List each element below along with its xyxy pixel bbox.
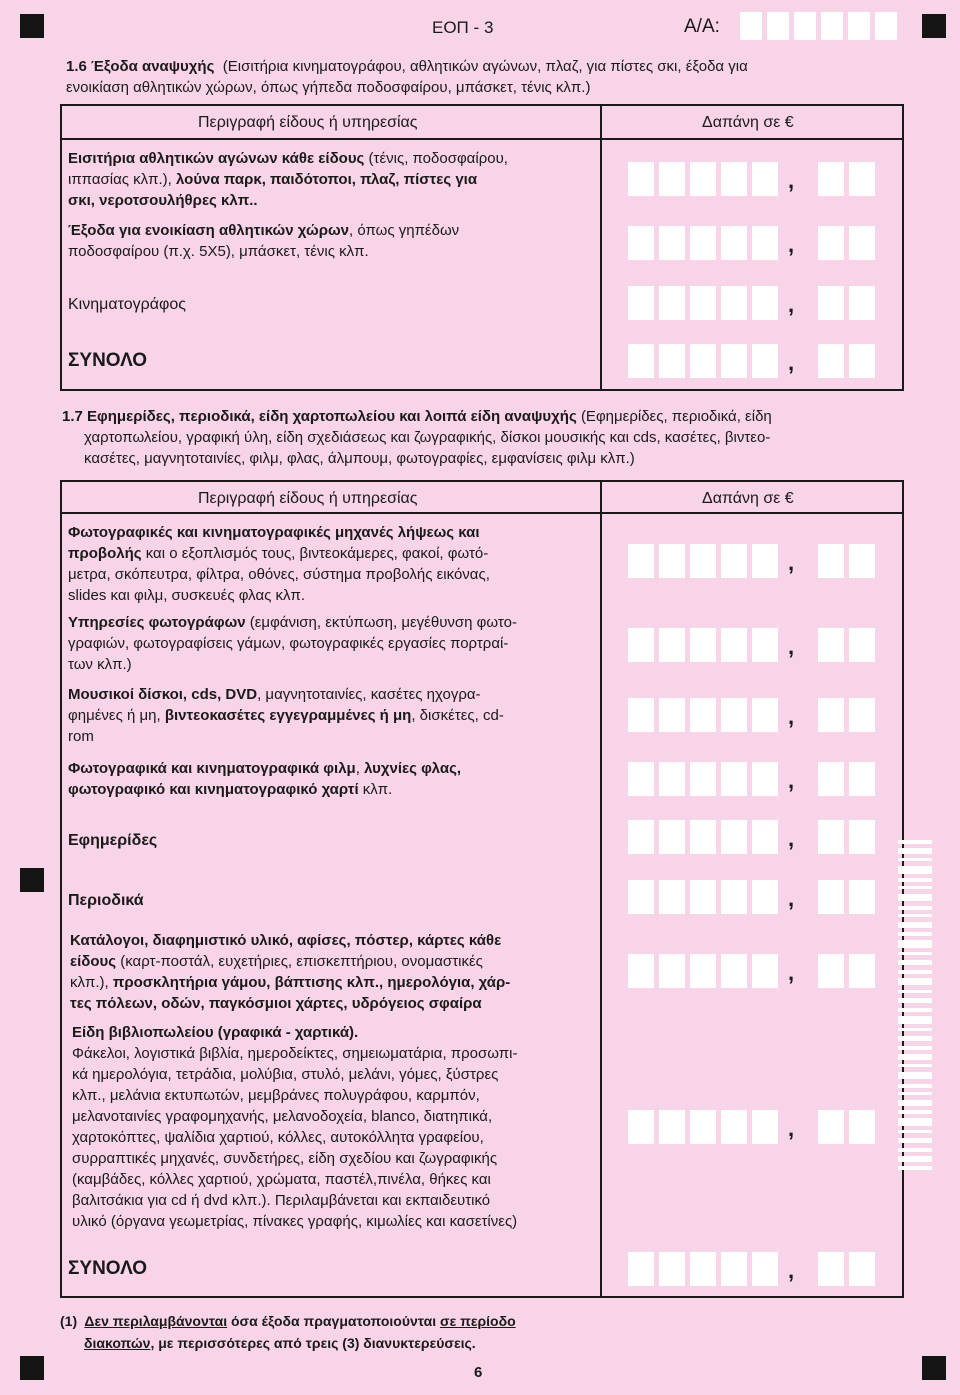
barcode xyxy=(898,840,932,1170)
section-17-table xyxy=(60,480,904,1298)
section-16-total-label: ΣΥΝΟΛΟ xyxy=(68,350,148,371)
registration-mark-top-right xyxy=(922,14,946,38)
column-header-amount: Δαπάνη σε € xyxy=(702,490,794,507)
registration-mark-top-left xyxy=(20,14,44,38)
row-catalogues-posters: Κατάλογοι, διαφημιστικό υλικό, αφίσες, πόστερ, κάρτες κάθε είδους (καρτ-ποστάλ, ευχετήριες, επισκεπτήριου, ονομαστικές κλπ.), προσκλητήρια γάμου, βάπτισης κλπ., ημερολόγια, χάρ- τες πόλεων, οδών, παγκόσμιοι χάρτες, υδρόγειος σφαίρα xyxy=(70,932,511,1012)
amount-section-16-total[interactable]: , xyxy=(628,344,882,378)
amount-newspapers[interactable]: , xyxy=(628,820,882,854)
page-number: 6 xyxy=(474,1364,483,1381)
section-17-total-label: ΣΥΝΟΛΟ xyxy=(68,1258,148,1279)
amount-sports-tickets[interactable]: , xyxy=(628,162,882,196)
row-photographer-services: Υπηρεσίες φωτογράφων (εμφάνιση, εκτύπωση, μεγέθυνση φωτο- γραφιών, φωτογραφίσεις γάμων, φωτογραφικές εργασίες πορτραί- των κλπ.) xyxy=(68,614,517,673)
column-header-description: Περιγραφή είδους ή υπηρεσίας xyxy=(198,114,418,131)
section-17-intro: 1.7 Εφημερίδες, περιοδικά, είδη χαρτοπωλείου και λοιπά είδη αναψυχής (Εφημερίδες, περιοδικά, είδη χαρτοπωλείου, γραφική ύλη, είδη σχεδιάσεως και ζωγραφικής, δίσκοι μουσικής και cds, κασέτες, βιντεο- κασέτες, μαγνητοταινίες, φιλμ, φλας, άλμπουμ, φωτογραφίες, εμφανίσεις φιλμ κλπ.) xyxy=(62,408,772,467)
amount-catalogues-posters[interactable]: , xyxy=(628,954,882,988)
amount-photographer-services[interactable]: , xyxy=(628,628,882,662)
registration-mark-bottom-left xyxy=(20,1356,44,1380)
footnote: (1) Δεν περιλαμβάνονται όσα έξοδα πραγματοποιούνται σε περίοδο διακοπών, με περισσότερες από τρεις (3) διανυκτερεύσεις. xyxy=(60,1313,516,1351)
amount-cinema[interactable]: , xyxy=(628,286,882,320)
registration-mark-mid-left xyxy=(20,868,44,892)
row-photo-film: Φωτογραφικά και κινηματογραφικά φιλμ, λυχνίες φλας, φωτογραφικό και κινηματογραφικό χαρτί κλπ. xyxy=(68,760,462,798)
row-stationery: Είδη βιβλιοπωλείου (γραφικά - χαρτικά). Φάκελοι, λογιστικά βιβλία, ημεροδείκτες, σημειωματάρια, προσωπι- κά ημερολόγια, τετράδια, μολύβια, στυλό, μελάνι, γόμες, ξύστρες κλπ., μελάνια εκτυπωτών, μεμβράνες πολυγράφου, καρμπόν, μελανοταινίες γραφομηχανής, μελανοδοχεία, blanco, διατηπικά, χαρτοκόπτες, ψαλίδια χαρτιού, κόλλες, αυτοκόλλητα γραφείου, συρραπτικές μηχανές, συνδετήρες, είδη σχεδίου και ζωγραφικής (καμβάδες, κόλλες χαρτιού, χρώματα, παστέλ,πινέλα, θήκες και βαλιτσάκια για cd ή dvd κλπ.). Περιλαμβάνεται και εκπαιδευτικό υλικό (όργανα γεωμετρίας, πίνακες γραφής, κιμωλίες και κασετίνες) xyxy=(72,1024,518,1230)
row-sports-venue-rental: Έξοδα για ενοικίαση αθλητικών χώρων, όπως γηπέδων ποδοσφαίρου (π.χ. 5Χ5), μπάσκετ, τένις κλπ. xyxy=(68,222,460,260)
row-newspapers: Εφημερίδες xyxy=(68,832,158,849)
amount-sports-venue-rental[interactable]: , xyxy=(628,226,882,260)
section-16-intro: 1.6 Έξοδα αναψυχής (Εισιτήρια κινηματογράφου, αθλητικών αγώνων, πλαζ, για πίστες σκι, έξοδα για ενοικίαση αθλητικών χώρων, όπως γήπεδα ποδοσφαίρου, μπάσκετ, τένις κλπ.) xyxy=(66,58,748,96)
registration-mark-bottom-right xyxy=(922,1356,946,1380)
row-music-media: Μουσικοί δίσκοι, cds, DVD, μαγνητοταινίες, κασέτες ηχογρα- φημένες ή μη, βιντεοκασέτες εγγεγραμμένες ή μη, δισκέτες, cd- rom xyxy=(68,686,504,745)
column-header-amount: Δαπάνη σε € xyxy=(702,114,794,131)
column-header-description: Περιγραφή είδους ή υπηρεσίας xyxy=(198,490,418,507)
amount-section-17-total[interactable]: , xyxy=(628,1252,882,1286)
amount-music-media[interactable]: , xyxy=(628,698,882,732)
amount-stationery[interactable]: , xyxy=(628,1110,882,1144)
aa-label: Α/Α: xyxy=(684,16,720,37)
section-16-table xyxy=(60,104,904,391)
amount-magazines[interactable]: , xyxy=(628,880,882,914)
amount-photo-film[interactable]: , xyxy=(628,762,882,796)
row-cinema: Κινηματογράφος xyxy=(68,296,186,313)
amount-photo-cinema-cameras[interactable]: , xyxy=(628,544,882,578)
row-magazines: Περιοδικά xyxy=(68,892,144,909)
row-sports-tickets: Εισιτήρια αθλητικών αγώνων κάθε είδους (τένις, ποδοσφαίρου, ιππασίας κλπ.), λούνα παρκ, παιδότοποι, πλαζ, πίστες για σκι, νεροτσουλήθρες κλπ.. xyxy=(68,150,508,209)
form-code: ΕΟΠ - 3 xyxy=(432,18,494,37)
row-photo-cinema-cameras: Φωτογραφικές και κινηματογραφικές μηχανές λήψεως και προβολής και ο εξοπλισμός τους, βιντεοκάμερες, φακοί, φωτό- μετρα, σκόπευτρα, φίλτρα, οθόνες, σύστημα προβολής εικόνας, slides και φιλμ, συσκευές φλας κλπ. xyxy=(68,524,490,604)
